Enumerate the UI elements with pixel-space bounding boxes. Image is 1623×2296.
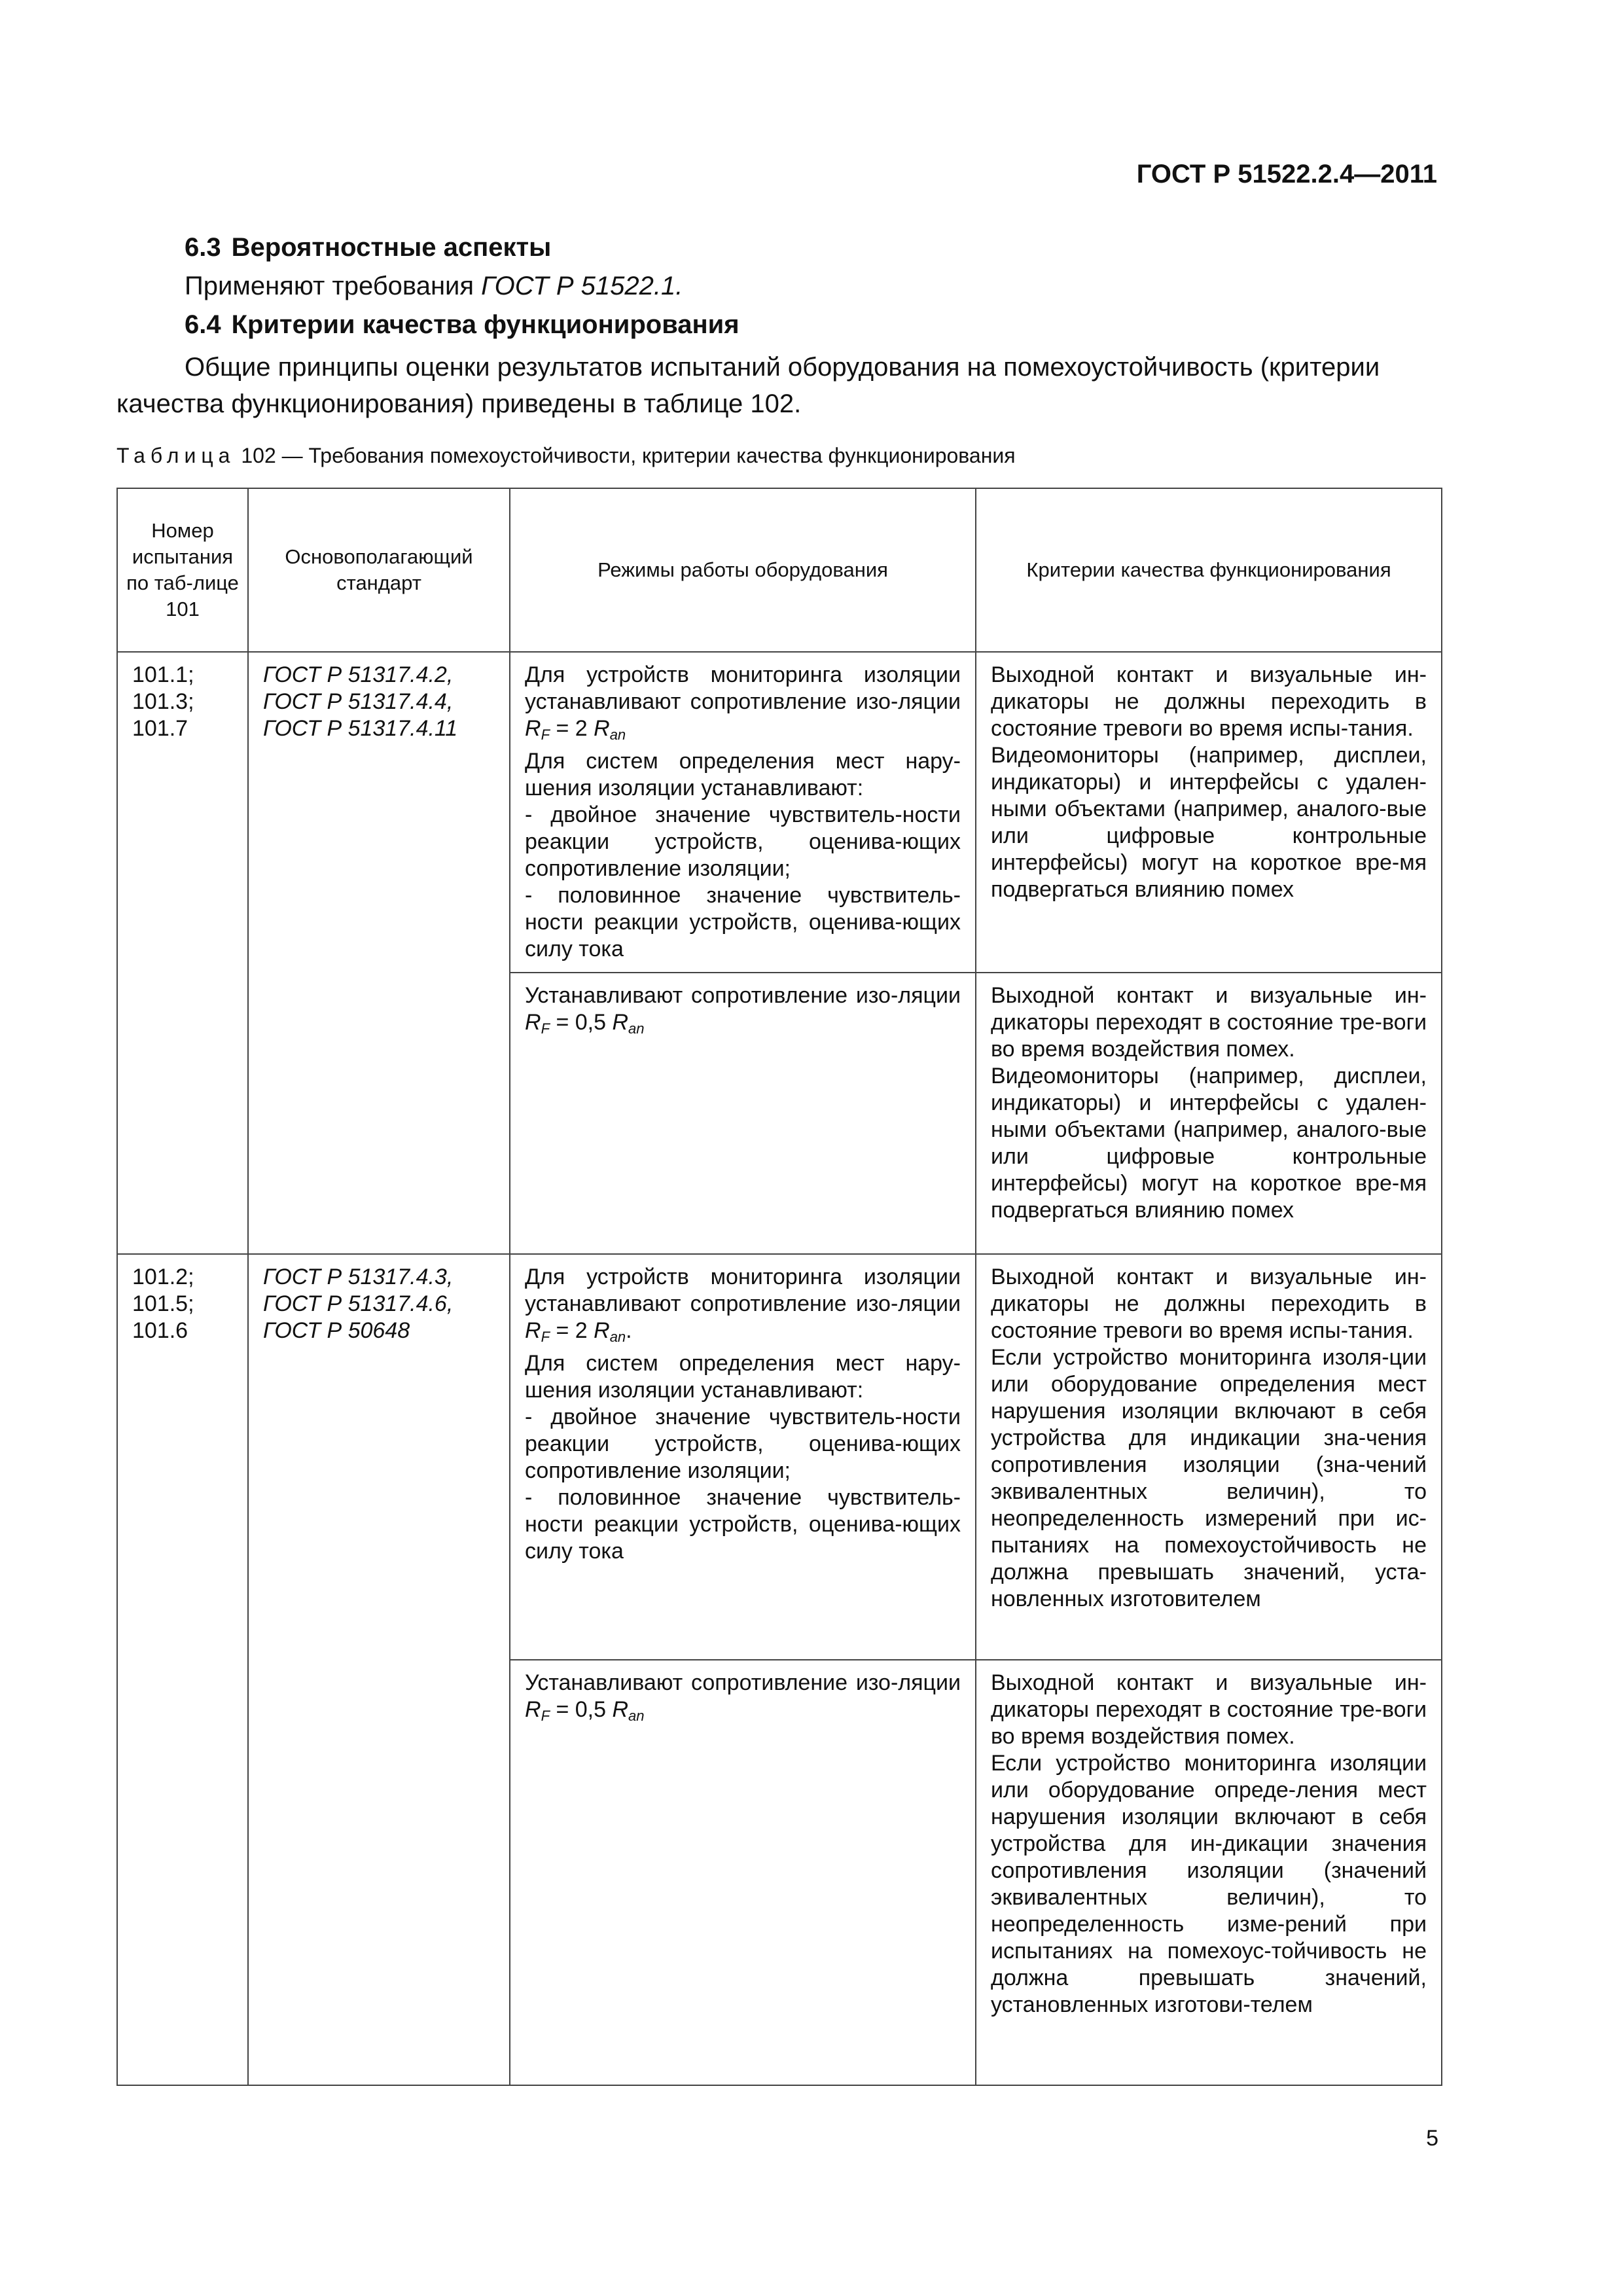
standard-reference: ГОСТ Р 51522.1.	[481, 272, 683, 300]
section-6-4-text-line1: Общие принципы оценки результатов испытаний оборудования на помехоустойчивость (критерии	[185, 353, 1380, 382]
test-number-cell	[117, 1254, 248, 2085]
header-criteria: Критерии качества функционирования	[976, 488, 1442, 652]
section-number: 6.4	[185, 310, 221, 339]
standard-ref: ГОСТ Р 51317.4.11	[263, 716, 458, 741]
section-number: 6.3	[185, 233, 221, 262]
standard-ref: ГОСТ Р 51317.4.2,	[263, 662, 454, 687]
test-number: 101.1;	[132, 662, 194, 687]
mode-cell	[510, 1254, 976, 1660]
requirements-table	[116, 488, 1442, 2086]
standard-cell	[248, 1254, 510, 2085]
mode-cell	[510, 973, 976, 1254]
criteria-cell: Выходной контакт и визуальные ин-дикаторы переходят в состояние тре-воги во время воздействия помех. Если устройство мониторинга изоляции или оборудование опреде-ления мест нарушения изоляции включают в себя устройства для ин-дикации значения сопротивления изоляции (значений эквивалентных величин), то неопределенность изме-рений при испытаниях на помехоус-тойчивость не должна превышать значений, установленных изготови-телем	[976, 1660, 1442, 2085]
test-number: 101.6	[132, 1318, 188, 1343]
mode-details: Для систем определения мест нару-шения изоляции устанавливают: - двойное значение чувствитель-ности реакции устройств, оценива-ющих сопротивление изоляции; - половинное значение чувствитель-ности реакции устройств, оценива-ющих силу тока	[525, 749, 961, 961]
mode-intro: Для устройств мониторинга изоляции устанавливают сопротивление изо-ляции	[525, 1265, 961, 1316]
section-heading-6-3	[185, 233, 551, 262]
header-standard: Основополагающий стандарт	[248, 488, 510, 652]
table-caption	[116, 444, 1016, 468]
standard-ref: ГОСТ Р 50648	[263, 1318, 410, 1343]
section-6-4-text-line2: качества функционирования) приведены в таблице 102.	[116, 389, 802, 418]
mode-intro: Для устройств мониторинга изоляции устанавливают сопротивление изо-ляции	[525, 662, 961, 714]
standard-cell	[248, 652, 510, 1254]
mode-intro: Устанавливают сопротивление изо-ляции	[525, 983, 961, 1008]
standard-ref: ГОСТ Р 51317.4.6,	[263, 1291, 454, 1316]
section-6-3-text	[185, 267, 683, 305]
document-number: ГОСТ Р 51522.2.4—2011	[1136, 160, 1437, 188]
section-title: Критерии качества функционирования	[231, 310, 740, 339]
standard-ref: ГОСТ Р 51317.4.4,	[263, 689, 454, 714]
criteria-cell: Выходной контакт и визуальные ин-дикаторы переходят в состояние тре-воги во время воздействия помех. Видеомониторы (например, дисплеи, индикаторы) и интерфейсы с удален-ными объектами (например, аналого-вые или цифровые контрольные интерфейсы) могут на короткое вре-мя подвергаться влиянию помех	[976, 973, 1442, 1254]
test-number: 101.2;	[132, 1265, 194, 1289]
resistance-formula: $R_F = 2$ $R_{an}$	[525, 716, 626, 743]
header-modes: Режимы работы оборудования	[510, 488, 976, 652]
section-title: Вероятностные аспекты	[231, 233, 552, 262]
mode-cell	[510, 1660, 976, 2085]
resistance-formula: $R_F = 2$ $R_{an}$.	[525, 1318, 632, 1345]
test-number-cell	[117, 652, 248, 1254]
table-caption-text: 102 — Требования помехоустойчивости, критерии качества функционирования	[241, 444, 1016, 467]
section-heading-6-4	[185, 310, 740, 340]
mode-cell	[510, 652, 976, 973]
test-number: 101.3;	[132, 689, 194, 714]
criteria-cell: Выходной контакт и визуальные ин-дикаторы не должны переходить в состояние тревоги во время испы-тания. Видеомониторы (например, дисплеи, индикаторы) и интерфейсы с удален-ными объектами (например, аналого-вые или цифровые контрольные интерфейсы) могут на короткое вре-мя подвергаться влиянию помех	[976, 652, 1442, 973]
test-number: 101.5;	[132, 1291, 194, 1316]
standard-ref: ГОСТ Р 51317.4.3,	[263, 1265, 454, 1289]
table-caption-label: Таблица	[116, 444, 236, 467]
header-test-number: Номер испытания по таб-лице 101	[117, 488, 248, 652]
resistance-formula: $R_F = 0,5$ $R_{an}$	[525, 1697, 645, 1724]
mode-intro: Устанавливают сопротивление изо-ляции	[525, 1670, 961, 1695]
page-number: 5	[1426, 2126, 1438, 2151]
test-number: 101.7	[132, 716, 188, 741]
table-row	[117, 1254, 1442, 1660]
table-row	[117, 652, 1442, 973]
criteria-cell: Выходной контакт и визуальные ин-дикаторы не должны переходить в состояние тревоги во время испы-тания. Если устройство мониторинга изоля-ции или оборудование определения мест нарушения изоляции включают в себя устройства для индикации зна-чения сопротивления изоляции (зна-чений эквивалентных величин), то неопределенность измерений при ис-пытаниях на помехоустойчивость не должна превышать значений, уста-новленных изготовителем	[976, 1254, 1442, 1660]
table-header-row	[117, 488, 1442, 652]
resistance-formula: $R_F = 0,5$ $R_{an}$	[525, 1010, 645, 1037]
mode-details: Для систем определения мест нару-шения изоляции устанавливают: - двойное значение чувствитель-ности реакции устройств, оценива-ющих сопротивление изоляции; - половинное значение чувствитель-ности реакции устройств, оценива-ющих силу тока	[525, 1351, 961, 1564]
text-prefix: Применяют требования	[185, 272, 482, 300]
